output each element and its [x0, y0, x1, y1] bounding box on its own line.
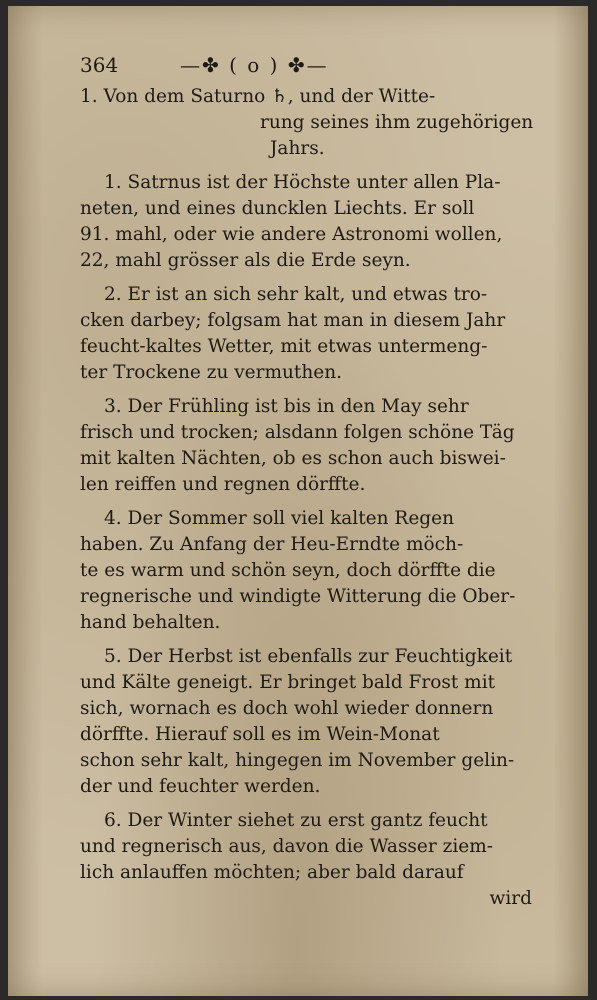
text-line: neten, und eines duncklen Liechts. Er soll	[80, 198, 475, 219]
text-line: mit kalten Nächten, ob es schon auch biswei-	[80, 448, 506, 469]
text-line: cken darbey; folgsam hat man in diesem Jahr	[80, 310, 506, 331]
paragraph-2	[80, 282, 542, 386]
text-line: 1. Satrnus ist der Höchste unter allen Pla-	[104, 172, 501, 193]
text-line: 4. Der Sommer soll viel kalten Regen	[104, 508, 454, 529]
header-ornament: —✤ ( o ) ✤—	[180, 53, 329, 77]
title-line: rung seines ihm zugehörigen	[260, 112, 534, 133]
paragraph-3	[80, 394, 542, 498]
text-line: 22, mahl grösser als die Erde seyn.	[80, 250, 411, 271]
text-line: sich, wornach es doch wohl wieder donnern	[80, 698, 494, 719]
title-line: 1. Von dem Saturno ♄, und der Witte-	[80, 86, 436, 107]
text-line: len reiffen und regnen dörffte.	[80, 474, 366, 495]
catchword: wird	[489, 888, 532, 909]
text-line: lich anlauffen möchten; aber bald darauf	[80, 862, 464, 883]
text-line: der und feuchter werden.	[80, 776, 321, 797]
paragraph-4	[80, 506, 542, 636]
text-line: 5. Der Herbst ist ebenfalls zur Feuchtigkeit	[104, 646, 513, 667]
chapter-title	[80, 84, 542, 162]
text-line: te es warm und schön seyn, doch dörffte die	[80, 560, 496, 581]
paragraph-6	[80, 808, 542, 912]
text-line: dörffte. Hierauf soll es im Wein-Monat	[80, 724, 440, 745]
text-line: und Kälte geneigt. Er bringet bald Frost mit	[80, 672, 496, 693]
text-line: regnerische und windigte Witterung die Ober-	[80, 586, 516, 607]
text-line: 6. Der Winter siehet zu erst gantz feucht	[104, 810, 488, 831]
paragraph-1	[80, 170, 542, 274]
paragraph-5	[80, 644, 542, 800]
text-line: haben. Zu Anfang der Heu-Erndte möch-	[80, 534, 464, 555]
text-line: ter Trockene zu vermuthen.	[80, 362, 343, 383]
text-line: feucht-kaltes Wetter, mit etwas untermeng-	[80, 336, 488, 357]
page-text	[80, 50, 542, 912]
text-line: 3. Der Frühling ist bis in den May sehr	[104, 396, 469, 417]
text-line: 91. mahl, oder wie andere Astronomi wollen,	[80, 224, 503, 245]
book-page	[8, 6, 588, 996]
title-line: Jahrs.	[270, 138, 325, 159]
text-line: frisch und trocken; alsdann folgen schöne Täg	[80, 422, 515, 443]
text-line: 2. Er ist an sich sehr kalt, und etwas tro-	[104, 284, 488, 305]
page-number: 364	[80, 53, 119, 77]
page-header	[80, 50, 542, 80]
text-line: hand behalten.	[80, 612, 221, 633]
text-line: und regnerisch aus, davon die Wasser ziem-	[80, 836, 494, 857]
text-line: schon sehr kalt, hingegen im November gelin-	[80, 750, 515, 771]
